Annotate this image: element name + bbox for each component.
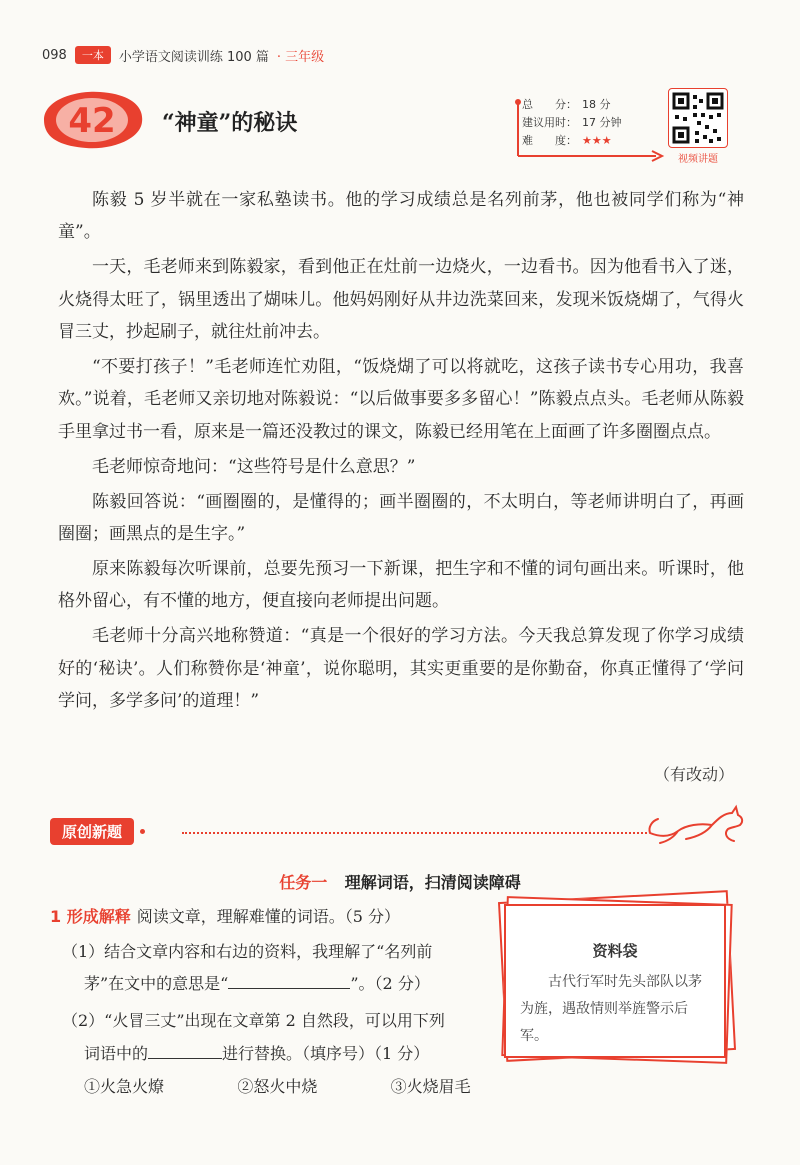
answer-options (84, 1074, 544, 1097)
page-header (42, 44, 324, 66)
info-card-title: 资料袋 (592, 942, 638, 960)
story-paragraph: 陈毅 5 岁半就在一家私塾读书。他的学习成绩总是名列前茅，他也被同学们称为“神童”。 (58, 190, 744, 243)
option-2[interactable]: ②怒火中烧 (237, 1077, 318, 1096)
qr-code-icon[interactable] (668, 88, 728, 148)
option-1[interactable]: ①火急火燎 (84, 1077, 165, 1096)
lesson-title: “神童”的秘诀 (162, 110, 298, 136)
story-paragraph: “不要打孩子！”毛老师连忙劝阻，“饭烧煳了可以将就吃，这孩子读书专心用功，我喜欢。”说着，毛老师又亲切地对陈毅说：“以后做事要多多留心！”陈毅点点头。毛老师从陈毅手里拿过书一看，原来是一篇还没教过的课文，陈毅已经用笔在上面画了许多圈圈点点。 (58, 357, 744, 442)
question-1 (50, 904, 400, 927)
info-card-body: 古代行军时先头部队以茅为旌，遇敌情则举旌警示后军。 (520, 974, 702, 1044)
brand-tag: 一本 (75, 46, 111, 64)
sub-question-1-suffix: ”。（2 分） (350, 974, 430, 993)
meta-time (522, 114, 662, 132)
story-paragraph: 陈毅回答说：“画圈圈的，是懂得的；画半圈圈的，不太明白，等老师讲明白了，再画圈圈；画黑点的是生字。” (58, 491, 744, 545)
info-card (504, 904, 726, 1058)
original-section-banner (50, 817, 145, 845)
task-number: 任务一 (279, 873, 328, 892)
sub-question-2-suffix: 进行替换。（填序号）（1 分） (222, 1044, 430, 1063)
question-text: 阅读文章，理解难懂的词语。（5 分） (136, 907, 400, 926)
page-number: 098 (42, 47, 67, 63)
sub-question-2-prefix: 词语中的 (84, 1044, 149, 1063)
lesson-number-badge (40, 88, 146, 152)
task-heading (0, 870, 800, 893)
book-title: 小学语文阅读训练 100 篇 (118, 49, 269, 65)
sub-question-2-line-1: （2）“火冒三丈”出现在文章第 2 自然段，可以用下列 (62, 1011, 445, 1030)
running-cat-icon (646, 803, 746, 845)
sub-question-1-line-1: （1）结合文章内容和右边的资料，我理解了“名列前 (62, 942, 433, 961)
meta-time-label: 建议用时： (522, 116, 577, 129)
story-paragraph: 原来陈毅每次听课前，总要先预习一下新课，把生字和不懂的词句画出来。听课时，他格外留心，有不懂的地方，便直接向老师提出问题。 (58, 558, 744, 612)
meta-difficulty-label: 难 度： (522, 134, 577, 147)
grade-label: · 三年级 (276, 49, 325, 65)
task-title: 理解词语，扫清阅读障碍 (344, 873, 521, 892)
meta-difficulty (522, 132, 662, 150)
sub-question-1-prefix: 茅”在文中的意思是“ (84, 974, 229, 993)
dotted-divider (182, 832, 647, 834)
lesson-number: 42 (68, 101, 116, 141)
sub-question-1-line-2 (84, 968, 430, 1000)
source-note: （有改动） (653, 765, 734, 784)
lesson-meta (522, 96, 662, 150)
answer-blank-1[interactable] (228, 974, 350, 989)
story-text (58, 184, 744, 720)
option-3[interactable]: ③火烧眉毛 (390, 1077, 471, 1096)
meta-score-value: 18 分 (582, 98, 611, 111)
answer-blank-2[interactable] (148, 1044, 222, 1059)
star-icon: ★★★ (582, 134, 612, 147)
meta-time-value: 17 分钟 (582, 116, 622, 129)
sub-question-2-line-2 (84, 1038, 429, 1070)
original-section-label: 原创新题 (50, 818, 134, 845)
qr-label[interactable]: 视频讲题 (678, 154, 718, 165)
meta-score (522, 96, 662, 114)
story-paragraph: 一天，毛老师来到陈毅家，看到他正在灶前一边烧火，一边看书。因为他看书入了迷，火烧得太旺了，锅里透出了煳味儿。他妈妈刚好从井边洗菜回来，发现米饭烧煳了，气得火冒三丈，抄起刷子，就往灶前冲去。 (58, 257, 744, 343)
story-paragraph: 毛老师十分高兴地称赞道：“真是一个很好的学习方法。今天我总算发现了你学习成绩好的‘秘诀’。人们称赞你是‘神童’，说你聪明，其实更重要的是你勤奋，你真正懂得了‘学问学问，多学多问’的道理！” (58, 626, 744, 712)
question-tag: 1 形成解释 (50, 907, 131, 926)
dot-icon (140, 829, 145, 834)
meta-score-label: 总 分： (522, 98, 577, 111)
story-paragraph: 毛老师惊奇地问：“这些符号是什么意思？” (92, 456, 416, 477)
